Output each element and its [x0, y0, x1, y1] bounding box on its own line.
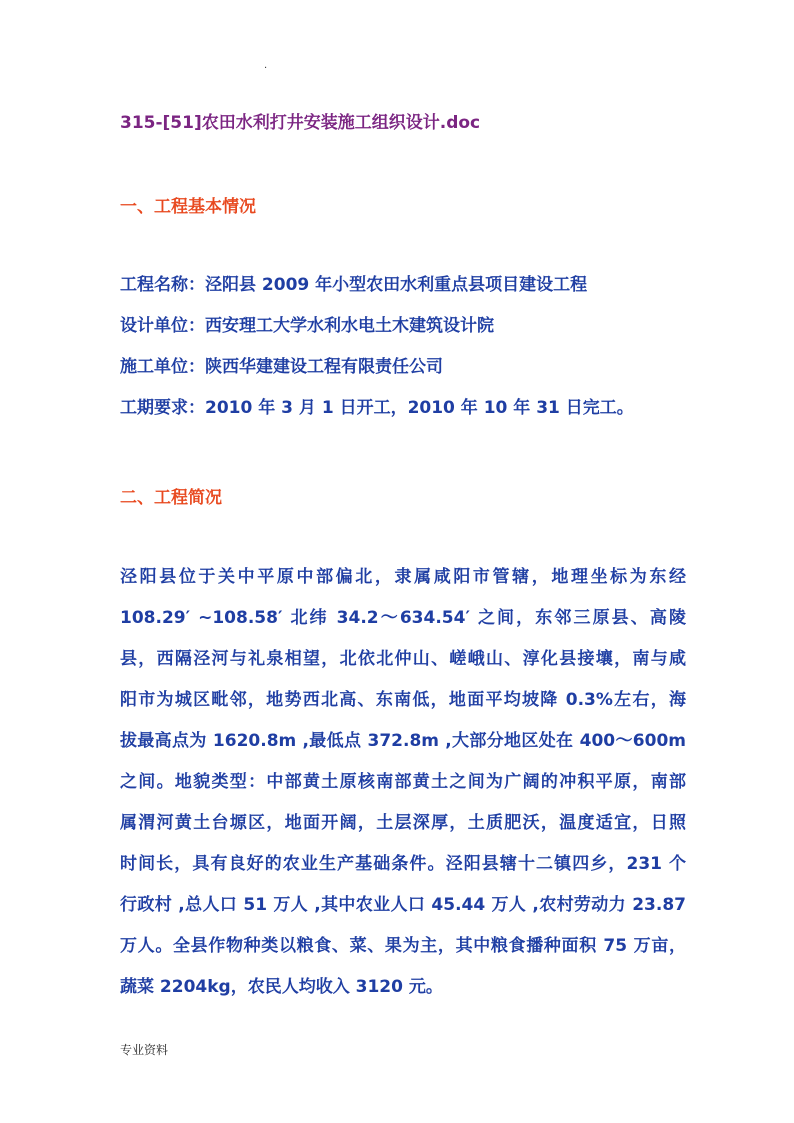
paragraph-line: 时间长，具有良好的农业生产基础条件。泾阳县辖十二镇四乡，231 个	[120, 854, 686, 874]
document-title: 315-[51]农田水利打井安装施工组织设计.doc	[120, 113, 481, 133]
page-footer: 专业资料	[120, 1043, 169, 1057]
paragraph-line: 属渭河黄土台塬区，地面开阔，土层深厚，土质肥沃，温度适宜，日照	[120, 813, 686, 833]
paragraph-line: 蔬菜 2204kg，农民人均收入 3120 元。	[120, 977, 443, 997]
section-1-heading: 一、工程基本情况	[120, 197, 256, 217]
paragraph-line: 行政村 ,总人口 51 万人 ,其中农业人口 45.44 万人 ,农村劳动力 23.87	[120, 895, 686, 915]
paragraph-line: 县，西隔泾河与礼泉相望，北依北仲山、嵯峨山、淳化县接壤，南与咸	[120, 649, 686, 669]
paragraph-line: 万人。全县作物种类以粮食、菜、果为主，其中粮食播种面积 75 万亩，	[120, 936, 686, 956]
top-mark: .	[264, 60, 268, 71]
paragraph-line: 之间。地貌类型：中部黄土原核南部黄土之间为广阔的冲积平原，南部	[120, 772, 686, 792]
section-2-heading: 二、工程简况	[120, 488, 222, 508]
project-overview-paragraph	[120, 562, 686, 1013]
paragraph-line: 阳市为城区毗邻，地势西北高、东南低，地面平均坡降 0.3%左右，海	[120, 690, 686, 710]
paragraph-line: 拔最高点为 1620.8m ,最低点 372.8m ,大部分地区处在 400～600m	[120, 731, 686, 751]
paragraph-line: 泾阳县位于关中平原中部偏北，隶属咸阳市管辖，地理坐标为东经	[120, 567, 686, 587]
project-info-list	[120, 272, 634, 436]
schedule-requirement: 工期要求：2010 年 3 月 1 日开工，2010 年 10 年 31 日完工。	[120, 398, 634, 418]
paragraph-line: 108.29′ ~108.58′ 北纬 34.2～634.54′ 之间，东邻三原县、高陵	[120, 608, 686, 628]
design-unit: 设计单位：西安理工大学水利水电土木建筑设计院	[120, 316, 494, 336]
project-name: 工程名称：泾阳县 2009 年小型农田水利重点县项目建设工程	[120, 275, 588, 295]
construction-unit: 施工单位：陕西华建建设工程有限责任公司	[120, 357, 443, 377]
